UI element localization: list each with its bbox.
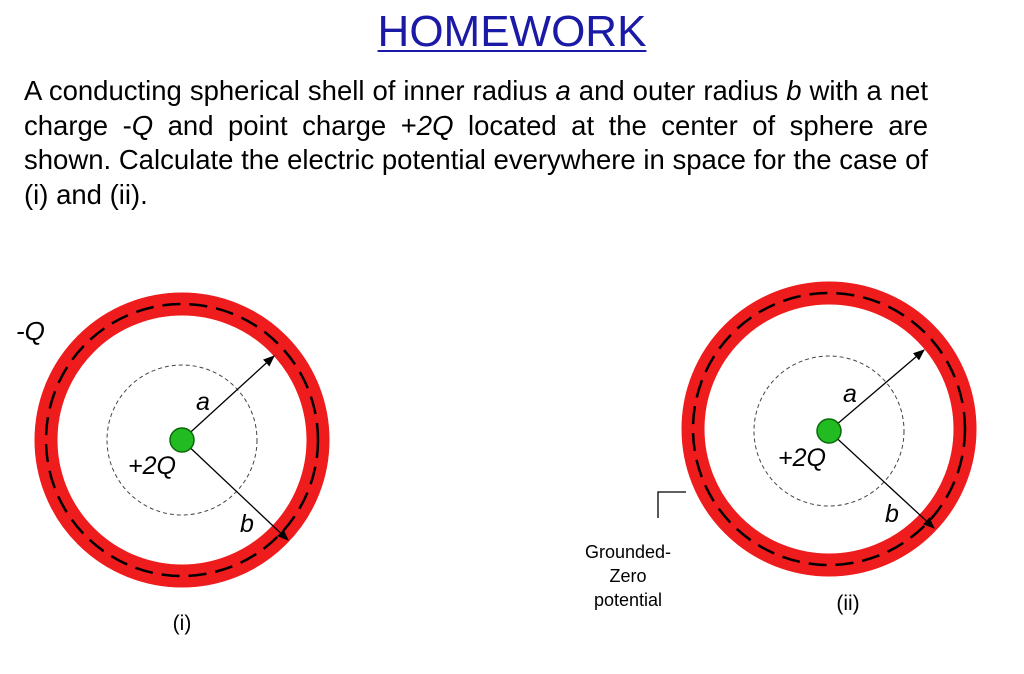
- case-i-shell-charge-label: -Q: [16, 316, 45, 346]
- page-title: HOMEWORK: [377, 7, 647, 56]
- problem-text-5: located at the center of sphere are shown. Calculate the electric potential everywhere in space for the case of (i) and (ii).: [24, 109, 928, 210]
- problem-var-2q: 2Q: [416, 109, 454, 141]
- problem-text-3: with a net charge -: [24, 75, 928, 141]
- problem-var-b: b: [786, 75, 802, 106]
- case-i-diagram: [16, 304, 318, 635]
- case-ii-ground-lead: [658, 492, 686, 518]
- problem-text-2: and outer radius: [570, 75, 787, 106]
- case-i-center-charge-label: +2Q: [128, 452, 176, 480]
- problem-var-a: a: [555, 75, 571, 106]
- case-ii-outer-radius-label: b: [885, 500, 899, 528]
- case-i-outer-radius-label: b: [240, 510, 254, 538]
- problem-text-4: and point charge +: [153, 109, 417, 141]
- case-ii-caption: (ii): [836, 592, 860, 615]
- case-i-point-charge: [170, 428, 194, 452]
- case-ii-radius-b-arrow: [829, 431, 934, 528]
- case-ii-ground-label-line2: Zero: [609, 566, 647, 586]
- case-ii-diagram: [585, 293, 965, 615]
- case-i-radius-b-arrow: [182, 440, 288, 540]
- problem-text-1: A conducting spherical shell of inner radius: [24, 75, 556, 106]
- problem-var-q: Q: [131, 109, 154, 141]
- case-i-caption: (i): [172, 612, 192, 635]
- case-ii-inner-radius-label: a: [843, 380, 857, 408]
- case-ii-center-charge-label: +2Q: [778, 444, 826, 472]
- case-ii-point-charge: [817, 419, 841, 443]
- case-i-inner-radius-label: a: [196, 388, 210, 416]
- case-ii-ground-label-line1: Grounded-: [584, 542, 672, 562]
- case-ii-ground-label-line3: potential: [593, 590, 663, 610]
